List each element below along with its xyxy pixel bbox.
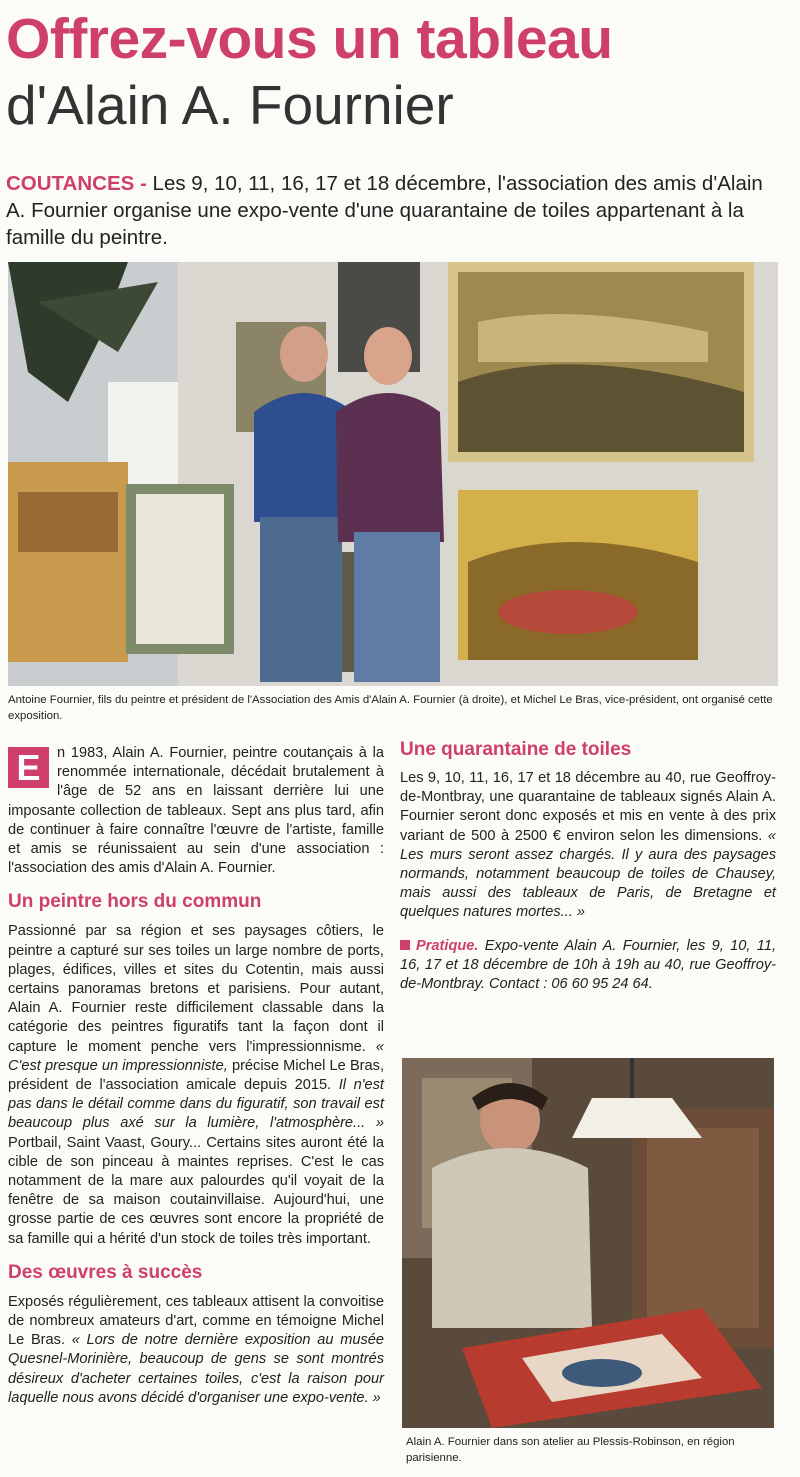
pratique-label: Pratique. — [416, 937, 479, 954]
peintre-text-b: précise Michel Le Bras, président de l'association amicale depuis 2015. — [8, 1057, 385, 1094]
peintre-quote-a: « C'est presque un impressionniste, — [8, 1038, 384, 1074]
paragraph-quarantaine — [400, 769, 776, 923]
heading-quarantaine: Une quarantaine de toiles — [400, 739, 632, 760]
oeuvres-text: Exposés régulièrement, ces tableaux attisent la convoitise de nombreux amateurs d'art, comme en témoigne Michel Le Bras. — [8, 1293, 384, 1349]
paragraph-intro-text: n 1983, Alain A. Fournier, peintre coutançais à la renommée internationale, décédait brutalement à l'âge de 52 ans en laissant derrière lui une imposante collection de tableaux. Sept ans plus tard, afin de continuer à faire connaître l'œuvre de l'artiste, famille et amis se réunissaient au sein d'une association : l'association des amis d'Alain A. Fournier. — [8, 745, 384, 877]
peintre-text-c: Portbail, Saint Vaast, Goury... Certains sites auront été la cible de son pinceau à maintes reprises. C'est le cas notamment de la mare aux palourdes qu'il voyait de la fenêtre de sa maison coutainvillaise. Aujourd'hui, une grosse partie de ces œuvres sont encore la propriété de sa famille qui a hérité d'un stock de toiles très important. — [8, 1134, 384, 1247]
intro-city: COUTANCES - — [6, 172, 147, 195]
drop-cap: E — [8, 747, 49, 788]
headline-line1: Offrez-vous un tableau — [6, 7, 613, 71]
quarantaine-text: Les 9, 10, 11, 16, 17 et 18 décembre au 40, rue Geoffroy-de-Montbray, une quarantaine de tableaux signés Alain A. Fournier seront donc exposés et mis en vente à des prix variant de 500 à 2500 € environ selon les dimensions. — [400, 770, 776, 844]
atelier-photo — [402, 1058, 774, 1428]
headline-line2: d'Alain A. Fournier — [6, 74, 454, 136]
intro-paragraph — [6, 170, 776, 251]
heading-oeuvres: Des œuvres à succès — [8, 1261, 203, 1283]
atelier-photo-caption: Alain A. Fournier dans son atelier au Plessis-Robinson, en région parisienne. — [406, 1436, 735, 1464]
left-column — [8, 744, 384, 1408]
peintre-text-a: Passionné par sa région et ses paysages côtiers, le peintre a capturé sur ses toiles un large nombre de ports, plages, édifices, villes et sites du Cotentin, mais aussi certains panoramas bretons et parisiens. Pour autant, Alain A. Fournier reste difficilement classable dans la catégorie des peintres figuratifs tant la façon dont il capture le moment penche vers l'impressionnisme. — [8, 923, 384, 1055]
oeuvres-quote: « Lors de notre dernière exposition au musée Quesnel-Morinière, beaucoup de gens se sont montrés désireux d'acheter certaines toiles, c'est la raison pour laquelle nous avons décidé d'organiser une expo-vente. » — [8, 1332, 384, 1406]
pratique-text: Expo-vente Alain A. Fournier, les 9, 10, 11, 16, 17 et 18 décembre de 10h à 19h au 40, rue Geoffroy-de-Montbray. Contact : 06 60 95 24 64. — [400, 937, 776, 993]
pink-square-icon — [400, 940, 410, 950]
peintre-quote-b: Il n'est pas dans le détail comme dans du figuratif, son travail est beaucoup plus axé sur la lumière, l'atmosphère... » — [8, 1077, 384, 1132]
main-photo — [8, 262, 778, 686]
intro-text: Les 9, 10, 11, 16, 17 et 18 décembre, l'association des amis d'Alain A. Fournier organise une expo-vente d'une quarantaine de toiles appartenant à la famille du peintre. — [6, 172, 763, 249]
paragraph-intro — [8, 744, 384, 878]
paragraph-peintre — [8, 922, 384, 1248]
heading-peintre: Un peintre hors du commun — [8, 891, 262, 913]
quarantaine-quote: « Les murs seront assez chargés. Il y aura des paysages normands, notamment beaucoup de toiles de Chausey, mais aussi des tableaux de Paris, de Bretagne et quelques natures mortes... » — [400, 827, 776, 921]
paragraph-oeuvres — [8, 1293, 384, 1408]
pratique-box — [400, 937, 776, 995]
main-photo-caption: Antoine Fournier, fils du peintre et président de l'Association des Amis d'Alain A. Fournier (à droite), et Michel Le Bras, vice-président, ont organisé cette exposition. — [8, 694, 773, 722]
right-column — [400, 738, 776, 994]
